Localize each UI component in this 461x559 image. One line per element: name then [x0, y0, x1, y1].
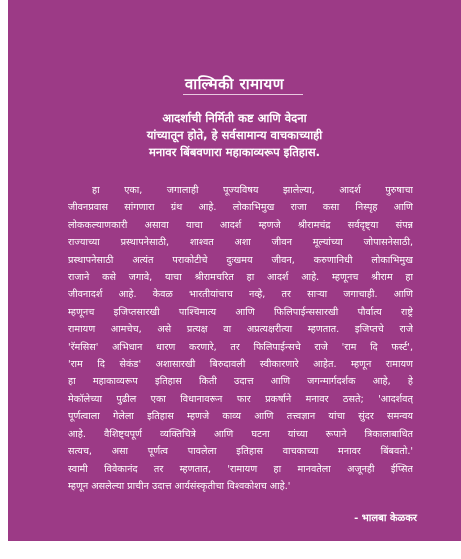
author-signature: - भालबा केळकर [354, 513, 417, 524]
paragraph-line: 'राम दि सेकंड' अशासारखी बिरुदावली स्वीकारणारे आहेत. म्हणून रामायण [68, 359, 413, 371]
back-cover-panel [8, 0, 461, 541]
description-paragraph [68, 182, 413, 495]
tagline-line: यांच्यातून होते, हे सर्वसामान्य वाचकाच्याही [146, 128, 323, 142]
paragraph-line: जीवनादर्श आहे. केवळ भारतीयांचाच नव्हे, तर साऱ्या जगाचाही. आणि [68, 289, 413, 301]
paragraph-line: हा एका, जगालाही पूज्यविषय झालेल्या, आदर्श पुरुषाचा [92, 185, 413, 196]
book-title: वाल्मिकी रामायण [184, 75, 285, 93]
paragraph-line: म्हणून असलेल्या प्राचीन उदात्त आर्यसंस्कृतीचा विश्वकोशच आहे.' [68, 480, 291, 492]
paragraph-line: प्रस्थापनेसाठी अत्यंत पराकोटीचे दुःखमय जीवन, करुणानिधी लोकाभिमुख [68, 254, 413, 266]
paragraph-line: 'रॅमसिस' अभिधान धारण करणारे, तर फिलिपाईन्सचे राजे 'राम दि फर्स्ट', [68, 341, 413, 353]
paragraph-line: स्वामी विवेकानंद तर म्हणतात, 'रामायण हा मानवतेला अजूनही ईप्सित [68, 463, 413, 475]
paragraph-line: आहे. वैशिष्ट्यपूर्ण व्यक्तिचित्रे आणि घटना यांच्या रूपाने त्रिकालाबाधित [68, 428, 413, 440]
paragraph-line: रामायण आमचेच, असे प्रत्यक्ष वा अप्रत्यक्षरीत्या म्हणतात. इजिप्तचे राजे [68, 324, 413, 336]
tagline [8, 110, 461, 161]
paragraph-line: मेकॉलेच्या पुढील एका विधानावरून फार प्रकर्षाने मनावर ठसते; 'आदर्शवत् [68, 393, 413, 405]
paragraph-line: सत्यच, असा पूर्णत्व पावलेला इतिहास वाचकाच्या मनावर बिंबवतो.' [68, 446, 413, 458]
paragraph-line: म्हणूनच इजिप्तसारखी पाश्चिमात्य आणि फिलिपाईन्ससारखी पौर्वात्य राष्ट्रे [68, 306, 413, 318]
tagline-line: मनावर बिंबवणारा महाकाव्यरूप इतिहास. [148, 145, 321, 159]
tagline-line: आदर्शाची निर्मिती कष्ट आणि वेदना [162, 111, 307, 125]
paragraph-line: हा महाकाव्यरूप इतिहास किती उदात्त आणि जगन्मार्गदर्शक आहे, हे [68, 376, 413, 388]
paragraph-line: जीवनप्रवास सांगणारा ग्रंथ आहे. लोकाभिमुख राजा कसा निस्पृह आणि [68, 202, 413, 214]
paragraph-line: राजाने कसे जगावे, याचा श्रीरामचरित हा आदर्श आहे. म्हणूनच श्रीराम हा [68, 272, 413, 284]
title-underline [183, 94, 303, 95]
paragraph-line: लोककल्याणकारी असावा याचा आदर्श म्हणजे श्रीरामचंद्र सर्वदृष्ट्या संपन्न [68, 219, 413, 231]
paragraph-line: पूर्णत्वाला गेलेला इतिहास म्हणजे काव्य आणि तत्त्वज्ञान यांचा सुंदर समन्वय [68, 411, 413, 423]
paragraph-line: राज्याच्या प्रस्थापनेसाठी, शाश्वत अशा जीवन मूल्यांच्या जोपासनेसाठी, [68, 237, 413, 249]
